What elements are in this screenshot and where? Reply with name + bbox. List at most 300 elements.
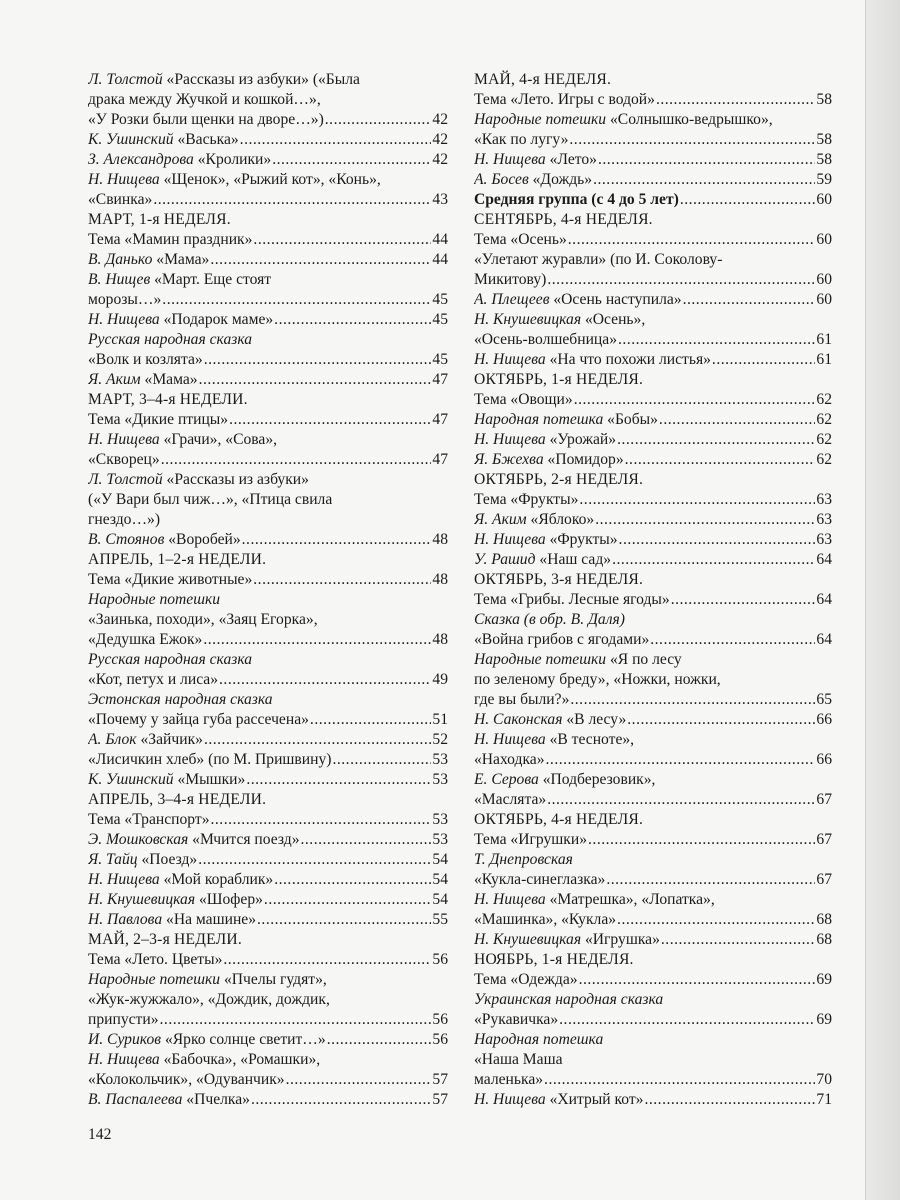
- work-title: «Хитрый кот»: [545, 1091, 644, 1108]
- toc-page-number: 63: [816, 511, 832, 528]
- work-title: Тема «Мамин праздник»: [88, 231, 253, 248]
- author-name: Русская народная сказка: [88, 651, 253, 668]
- toc-page-number: 60: [816, 271, 832, 288]
- toc-page-number: 56: [432, 1031, 448, 1048]
- group-title: Средняя группа (с 4 до 5 лет): [474, 191, 679, 208]
- toc-entry-text: [88, 410, 228, 430]
- toc-entry-text: [474, 771, 655, 788]
- dot-leader: [627, 710, 815, 730]
- work-title: Тема «Грибы. Лесные ягоды»: [474, 591, 670, 608]
- toc-page-number: 62: [816, 451, 832, 468]
- dot-leader: [210, 250, 431, 270]
- work-title: «Кукла-синеглазка»: [474, 871, 606, 888]
- toc-entry: [474, 790, 832, 810]
- author-name: Е. Серова: [474, 771, 539, 788]
- toc-page-number: 57: [432, 1091, 448, 1108]
- toc-entry: [88, 330, 448, 350]
- author-name: Л. Толстой: [88, 471, 163, 488]
- toc-entry: [474, 830, 832, 850]
- dot-leader: [659, 410, 815, 430]
- toc-entry: [474, 310, 832, 330]
- toc-section-heading: [88, 790, 448, 810]
- toc-entry: [474, 1050, 832, 1070]
- toc-page-number: 61: [816, 331, 832, 348]
- toc-entry: [474, 390, 832, 410]
- toc-entry: [474, 650, 832, 670]
- work-title: Микитову): [474, 271, 547, 288]
- author-name: Н. Нищева: [88, 311, 160, 328]
- dot-leader: [310, 710, 431, 730]
- work-title: «Пчелка»: [182, 1091, 250, 1108]
- work-title: «Наша Маша: [474, 1051, 563, 1068]
- toc-entry-text: [88, 710, 309, 730]
- toc-entry-text: [474, 690, 569, 710]
- work-title: «Мчится поезд»: [188, 831, 300, 848]
- dot-leader: [162, 290, 431, 310]
- dot-leader: [332, 750, 431, 770]
- toc-page-number: 53: [432, 811, 448, 828]
- toc-entry-text: [88, 290, 161, 310]
- section-heading-text: ОКТЯБРЬ, 3-я НЕДЕЛЯ.: [474, 571, 644, 588]
- dot-leader: [257, 910, 431, 930]
- work-title: маленька»: [474, 1071, 544, 1088]
- work-title: «Лето»: [545, 151, 597, 168]
- toc-entry-text: [474, 891, 715, 908]
- toc-entry: [88, 110, 448, 130]
- toc-entry-text: [88, 271, 271, 288]
- toc-left-column: [88, 70, 448, 1110]
- author-name: Народная потешка: [474, 411, 604, 428]
- toc-entry: [88, 410, 448, 430]
- toc-entry: [474, 910, 832, 930]
- work-title: драка между Жучкой и кошкой…»,: [88, 91, 321, 108]
- work-title: «Март. Еще стоят: [150, 271, 272, 288]
- toc-entry: [88, 610, 448, 630]
- toc-entry: [474, 110, 832, 130]
- toc-page-number: 54: [432, 891, 448, 908]
- toc-page-number: 54: [432, 851, 448, 868]
- author-name: З. Александрова: [88, 151, 194, 168]
- toc-entry: [88, 130, 448, 150]
- toc-entry-text: [88, 250, 209, 270]
- dot-leader: [219, 670, 431, 690]
- toc-entry-text: [88, 130, 239, 150]
- toc-entry-text: [88, 830, 300, 850]
- toc-entry: [88, 810, 448, 830]
- work-title: «На что похожи листья»: [545, 351, 711, 368]
- author-name: Сказка (в обр. В. Даля): [474, 611, 625, 628]
- work-title: «У Розки были щенки на дворе…»): [88, 111, 324, 128]
- toc-entry-text: [88, 1030, 326, 1050]
- toc-page-number: 62: [816, 411, 832, 428]
- toc-entry-text: [88, 1090, 250, 1110]
- author-name: Н. Нищева: [474, 151, 546, 168]
- toc-entry: [474, 90, 832, 110]
- toc-entry-text: [474, 311, 645, 328]
- toc-entry: [88, 1070, 448, 1090]
- work-title: Тема «Дикие животные»: [88, 571, 253, 588]
- toc-entry-text: [88, 1070, 285, 1090]
- toc-entry-text: [474, 350, 711, 370]
- work-title: «Кролики»: [193, 151, 272, 168]
- dot-leader: [625, 450, 816, 470]
- dot-leader: [644, 1090, 815, 1110]
- dot-leader: [246, 770, 431, 790]
- toc-entry: [88, 190, 448, 210]
- work-title: «Щенок», «Рыжий кот», «Конь»,: [159, 171, 381, 188]
- toc-entry-text: [88, 870, 273, 890]
- toc-entry: [88, 770, 448, 790]
- toc-entry-text: [88, 491, 332, 508]
- work-title: «Маслята»: [474, 791, 547, 808]
- toc-entry: [474, 530, 832, 550]
- work-title: «Дедушка Ежок»: [88, 631, 203, 648]
- toc-entry: [88, 850, 448, 870]
- toc-entry: [474, 710, 832, 730]
- toc-entry: [88, 970, 448, 990]
- toc-page-number: 64: [816, 551, 832, 568]
- toc-entry: [474, 1090, 832, 1110]
- toc-entry-text: [474, 611, 625, 628]
- dot-leader: [650, 630, 815, 650]
- toc-page-number: 45: [432, 311, 448, 328]
- dot-leader: [251, 1090, 431, 1110]
- toc-entry-text: [88, 591, 220, 608]
- toc-entry: [88, 650, 448, 670]
- toc-entry-text: [88, 691, 273, 708]
- toc-entry: [474, 350, 832, 370]
- toc-section-heading: [474, 950, 832, 970]
- toc-entry-text: [474, 851, 573, 868]
- dot-leader: [568, 230, 816, 250]
- work-title: Тема «Транспорт»: [88, 811, 210, 828]
- dot-leader: [199, 370, 432, 390]
- dot-leader: [204, 350, 432, 370]
- author-name: Н. Нищева: [474, 531, 546, 548]
- toc-entry-text: [88, 110, 324, 130]
- toc-page-number: 53: [432, 751, 448, 768]
- dot-leader: [569, 130, 815, 150]
- work-title: Тема «Фрукты»: [474, 491, 579, 508]
- work-title: «Кот, петух и лиса»: [88, 671, 219, 688]
- dot-leader: [327, 1030, 432, 1050]
- toc-entry-text: [474, 991, 663, 1008]
- toc-entry: [88, 230, 448, 250]
- toc-entry-text: [88, 651, 252, 668]
- toc-entry-text: [474, 750, 545, 770]
- toc-entry: [88, 710, 448, 730]
- author-name: А. Босев: [474, 171, 529, 188]
- author-name: В. Стоянов: [88, 531, 165, 548]
- work-title: «Рассказы из азбуки» («Была: [162, 71, 360, 88]
- toc-entry-text: [88, 971, 327, 988]
- dot-leader: [617, 910, 815, 930]
- toc-entry: [474, 690, 832, 710]
- author-name: Я. Аким: [474, 511, 527, 528]
- work-title: «Мой кораблик»: [159, 871, 274, 888]
- toc-entry: [88, 630, 448, 650]
- toc-entry: [88, 690, 448, 710]
- work-title: «Наш сад»: [535, 551, 612, 568]
- work-title: «Яблоко»: [526, 511, 595, 528]
- toc-entry-text: [474, 910, 616, 930]
- toc-entry-text: [474, 1010, 558, 1030]
- toc-entry: [88, 990, 448, 1010]
- work-title: припусти»: [88, 1011, 159, 1028]
- toc-page-number: 52: [432, 731, 448, 748]
- toc-entry-text: [474, 90, 655, 110]
- toc-entry: [474, 850, 832, 870]
- toc-entry-text: [88, 171, 381, 188]
- dot-leader: [598, 150, 815, 170]
- toc-page-number: 44: [432, 231, 448, 248]
- dot-leader: [680, 190, 816, 210]
- toc-entry: [88, 370, 448, 390]
- toc-entry-text: [88, 431, 277, 448]
- toc-entry-text: [474, 111, 773, 128]
- toc-entry-text: [88, 230, 252, 250]
- author-name: Н. Нищева: [474, 731, 546, 748]
- author-name: Украинская народная сказка: [474, 991, 664, 1008]
- author-name: Н. Кнушевицкая: [474, 311, 582, 328]
- dot-leader: [240, 130, 432, 150]
- toc-entry: [474, 610, 832, 630]
- toc-entry: [88, 910, 448, 930]
- toc-entry-text: [88, 730, 203, 750]
- toc-entry-text: [88, 1051, 320, 1068]
- toc-entry: [474, 870, 832, 890]
- work-title: «Осень-волшебница»: [474, 331, 617, 348]
- dot-leader: [301, 830, 432, 850]
- toc-section-heading: [88, 390, 448, 410]
- work-title: «Осень наступила»: [549, 291, 682, 308]
- dot-leader: [325, 110, 432, 130]
- author-name: Русская народная сказка: [88, 331, 253, 348]
- toc-entry: [88, 250, 448, 270]
- toc-page-number: 55: [432, 911, 448, 928]
- dot-leader: [661, 930, 816, 950]
- toc-page-number: 44: [432, 251, 448, 268]
- dot-leader: [593, 170, 815, 190]
- work-title: «Жук-жужжало», «Дождик, дождик,: [88, 991, 330, 1008]
- toc-page-number: 58: [816, 151, 832, 168]
- toc-page-number: 42: [432, 111, 448, 128]
- toc-entry-text: [474, 170, 592, 190]
- toc-entry: [474, 290, 832, 310]
- work-title: «Как по лугу»: [474, 131, 569, 148]
- toc-entry-text: [474, 190, 679, 210]
- toc-entry: [88, 270, 448, 290]
- toc-entry-text: [88, 331, 252, 348]
- toc-entry: [88, 1050, 448, 1070]
- work-title: «Бобы»: [603, 411, 658, 428]
- toc-entry-text: [474, 630, 649, 650]
- toc-page-number: 70: [816, 1071, 832, 1088]
- toc-entry-text: [474, 651, 682, 668]
- toc-page-number: 62: [816, 391, 832, 408]
- toc-entry: [88, 750, 448, 770]
- toc-entry: [474, 770, 832, 790]
- toc-page-number: 49: [432, 671, 448, 688]
- toc-entry-text: [474, 330, 617, 350]
- toc-page-number: 64: [816, 631, 832, 648]
- toc-page-number: 66: [816, 751, 832, 768]
- toc-entry-text: [474, 830, 587, 850]
- dot-leader: [211, 810, 432, 830]
- dot-leader: [546, 750, 816, 770]
- dot-leader: [574, 390, 816, 410]
- toc-page-number: 65: [816, 691, 832, 708]
- dot-leader: [712, 350, 815, 370]
- toc-page-number: 60: [816, 231, 832, 248]
- work-title: «Лисичкин хлеб» (по М. Пришвину): [88, 751, 332, 768]
- toc-page-number: 58: [816, 131, 832, 148]
- dot-leader: [618, 330, 815, 350]
- dot-leader: [153, 190, 431, 210]
- toc-entry: [474, 330, 832, 350]
- author-name: Н. Нищева: [474, 1091, 546, 1108]
- author-name: Т. Днепровская: [474, 851, 573, 868]
- toc-entry-text: [88, 810, 210, 830]
- work-title: «Рукавичка»: [474, 1011, 559, 1028]
- work-title: Тема «Дикие птицы»: [88, 411, 229, 428]
- toc-entry-text: [474, 430, 616, 450]
- toc-page-number: 48: [432, 631, 448, 648]
- toc-page-number: 48: [432, 571, 448, 588]
- work-title: морозы…»: [88, 291, 162, 308]
- work-title: «Мышки»: [173, 771, 246, 788]
- author-name: Я. Тайц: [88, 851, 138, 868]
- toc-entry-text: [474, 1090, 643, 1110]
- dot-leader: [671, 590, 816, 610]
- author-name: Н. Павлова: [88, 911, 163, 928]
- toc-entry-text: [474, 251, 722, 268]
- toc-entry-text: [474, 1070, 543, 1090]
- work-title: «Волк и козлята»: [88, 351, 203, 368]
- work-title: по зеленому бреду», «Ножки, ножки,: [474, 671, 721, 688]
- toc-entry: [474, 630, 832, 650]
- toc-entry: [88, 450, 448, 470]
- dot-leader: [242, 530, 432, 550]
- toc-entry: [88, 1090, 448, 1110]
- toc-entry: [474, 670, 832, 690]
- author-name: Л. Толстой: [88, 71, 163, 88]
- toc-entry-text: [88, 570, 252, 590]
- work-title: «Подберезовик»,: [538, 771, 656, 788]
- work-title: «Помидор»: [543, 451, 624, 468]
- toc-entry: [88, 950, 448, 970]
- dot-leader: [559, 1010, 815, 1030]
- toc-entry: [474, 450, 832, 470]
- toc-entry: [474, 1010, 832, 1030]
- toc-entry-text: [88, 910, 256, 930]
- toc-entry: [88, 290, 448, 310]
- toc-page-number: 61: [816, 351, 832, 368]
- work-title: «Игрушка»: [581, 931, 660, 948]
- dot-leader: [612, 550, 815, 570]
- section-heading-text: СЕНТЯБРЬ, 4-я НЕДЕЛЯ.: [474, 211, 653, 228]
- author-name: Эстонская народная сказка: [88, 691, 273, 708]
- work-title: Тема «Осень»: [474, 231, 567, 248]
- toc-page-number: 42: [432, 151, 448, 168]
- section-heading-text: МАЙ, 2–3-я НЕДЕЛИ.: [88, 931, 242, 948]
- toc-page-number: 45: [432, 291, 448, 308]
- section-heading-text: МАРТ, 1-я НЕДЕЛЯ.: [88, 211, 231, 228]
- toc-page-number: 60: [816, 291, 832, 308]
- section-heading-text: АПРЕЛЬ, 1–2-я НЕДЕЛИ.: [88, 551, 267, 568]
- work-title: «Рассказы из азбуки»: [162, 471, 309, 488]
- section-heading-text: АПРЕЛЬ, 3–4-я НЕДЕЛИ.: [88, 791, 267, 808]
- toc-entry-text: [474, 490, 578, 510]
- toc-page-number: 56: [432, 951, 448, 968]
- toc-page-number: 63: [816, 531, 832, 548]
- work-title: «На машине»: [162, 911, 257, 928]
- toc-page-number: 67: [816, 831, 832, 848]
- work-title: Тема «Лето. Игры с водой»: [474, 91, 655, 108]
- toc-entry: [474, 1070, 832, 1090]
- dot-leader: [619, 530, 816, 550]
- toc-page-number: 57: [432, 1071, 448, 1088]
- toc-page-number: 56: [432, 1011, 448, 1028]
- toc-entry: [88, 830, 448, 850]
- toc-page-number: 60: [816, 191, 832, 208]
- toc-entry: [88, 70, 448, 90]
- toc-page-number: 64: [816, 591, 832, 608]
- toc-entry-text: [474, 790, 546, 810]
- toc-entry: [88, 590, 448, 610]
- toc-page-number: 62: [816, 431, 832, 448]
- toc-entry-text: [474, 550, 611, 570]
- author-name: Н. Нищева: [88, 431, 160, 448]
- author-name: Н. Саконская: [474, 711, 563, 728]
- work-title: «Колокольчик», «Одуванчик»: [88, 1071, 285, 1088]
- toc-page-number: 59: [816, 171, 832, 188]
- toc-entry: [474, 430, 832, 450]
- author-name: У. Рашид: [474, 551, 536, 568]
- section-heading-text: ОКТЯБРЬ, 2-я НЕДЕЛЯ.: [474, 471, 644, 488]
- dot-leader: [547, 790, 815, 810]
- author-name: Народные потешки: [474, 651, 607, 668]
- toc-entry: [474, 750, 832, 770]
- toc-entry-text: [88, 91, 321, 108]
- work-title: «Зайчик»: [136, 731, 203, 748]
- toc-section-heading: [88, 550, 448, 570]
- work-title: «Поезд»: [137, 851, 198, 868]
- toc-entry-text: [474, 870, 605, 890]
- section-heading-text: МАЙ, 4-я НЕДЕЛЯ.: [474, 71, 612, 88]
- work-title: «Бабочка», «Ромашки»,: [159, 1051, 321, 1068]
- toc-entry: [88, 430, 448, 450]
- toc-entry: [474, 130, 832, 150]
- author-name: Я. Аким: [88, 371, 141, 388]
- toc-entry: [474, 730, 832, 750]
- toc-entry-text: [474, 290, 682, 310]
- toc-page-number: 69: [816, 971, 832, 988]
- toc-entry-text: [88, 770, 245, 790]
- toc-entry: [88, 730, 448, 750]
- author-name: Народные потешки: [88, 591, 221, 608]
- dot-leader: [272, 150, 431, 170]
- toc-page-number: 68: [816, 911, 832, 928]
- toc-section-heading: [474, 370, 832, 390]
- toc-entry: [88, 90, 448, 110]
- toc-section-heading: [88, 210, 448, 230]
- toc-entry: [474, 890, 832, 910]
- work-title: «Война грибов с ягодами»: [474, 631, 650, 648]
- toc-page-number: 67: [816, 791, 832, 808]
- dot-leader: [588, 830, 815, 850]
- toc-section-heading: [474, 210, 832, 230]
